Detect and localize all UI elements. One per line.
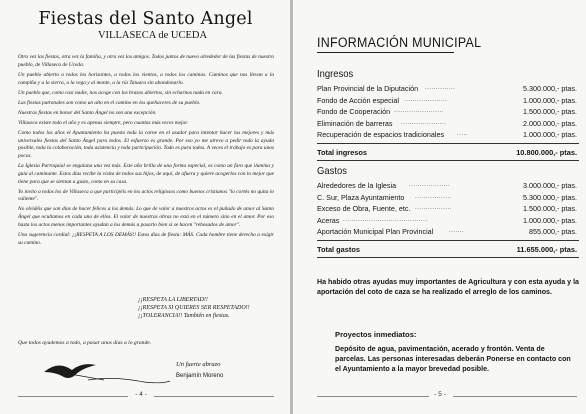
row-label: Fondo de Cooperación [317, 107, 391, 117]
table-row [317, 84, 577, 96]
row-label: Recuperación de espacios tradicionales [317, 130, 445, 140]
table-row [317, 96, 577, 108]
total-label: Total ingresos [317, 148, 367, 157]
paragraph: Yo invito a todos los de Villaseca a que participéis en los actos religiosos como buenos cristianos "lo cortés no quita lo valiente". [18, 188, 274, 203]
page-number: - 5 - [434, 391, 446, 398]
row-label: Plan Provincial de la Diputación [317, 84, 419, 93]
paragraph: No olvidéis que son días de hacer felices a los demás. Lo que de valor a nuestros actos es el puñado de amor al Santo Ángel que ocultamos en cada uno de ellos. El valor de nuestras obras no está en el número sino en el amor. Por eso hasta los actos menos importantes ayudan a los demás a pasarlo bien si se hacen "rebosados de amor". [18, 206, 274, 228]
page-subtitle: VILLASECA de UCEDA [97, 30, 208, 41]
leader-dots: ..................... [401, 119, 447, 126]
table-divider [317, 240, 579, 241]
table-divider [317, 143, 579, 144]
footer-rule [18, 396, 128, 397]
row-label: Eliminación de barreras [317, 118, 393, 128]
table-divider [317, 257, 579, 258]
table-row [317, 227, 577, 239]
page-footer [293, 391, 586, 401]
gastos-table [317, 181, 577, 239]
table-row [317, 216, 577, 228]
seagull-illustration [24, 350, 174, 390]
row-amount: 2.000.000,- ptas. [523, 118, 577, 128]
paragraph: Un pueblo abierto a todos los horizontes, a todos los vientos, a todos los caminos. Caminos que nos llevan a la campiña y a la sierra, a la vega y al monte, a la ría Tatuara sin abandonarlo. [18, 71, 274, 86]
leader-dots: ................. [415, 193, 452, 200]
leader-dots: ....... [449, 228, 465, 235]
paragraph: Una sugerencia cordial: ¡¡RESPETA A LOS DEMÁS!! Estos días de fiesta: MÁS. Cada hombre tiene derecho a exigir su camino. [18, 231, 274, 246]
row-label: Exceso de Obra, Fuente, etc. [317, 204, 411, 214]
gastos-total [317, 245, 577, 254]
leader-dots: .............. [425, 85, 456, 91]
page-number: - 4 - [135, 391, 147, 398]
section-title: INFORMACIÓN MUNICIPAL [317, 35, 482, 50]
closing-line: Que todos ayudemos a todo, a pasar unos días a lo grande. [18, 340, 152, 346]
paragraph: Las fiestas patronales son como un alto en el camino en los quehaceres de su pueblo. [18, 99, 201, 106]
total-label: Total gastos [317, 245, 360, 254]
ingresos-heading: Ingresos [317, 68, 354, 80]
footer-rule [154, 396, 274, 397]
slogan: ¡¡TOLERANCIA!! También en fiestas. [138, 313, 230, 320]
paragraph: Nuestras fiestas en honor del Santo Ángel no son una excepción. [18, 109, 157, 116]
row-amount: 3.000.000,- ptas. [523, 181, 577, 190]
table-row [317, 204, 577, 216]
row-amount: 1.000.000,- ptas. [523, 95, 577, 105]
row-amount: 855.000,- ptas. [529, 227, 577, 237]
table-row [317, 107, 577, 119]
row-label: C. Sur, Plaza Ayuntamiento [317, 192, 405, 202]
leader-dots: ................... [409, 182, 451, 188]
footer-rule [317, 396, 429, 397]
slogan: ¡¡RESPETA LA LIBERTAD!! [138, 297, 208, 303]
paragraph: Villaseca existe todo el año y es apenas siempre, pero cuantas más veces mejor. [18, 119, 189, 126]
ingresos-total [317, 148, 577, 157]
aid-note: Ha habido otras ayudas muy importantes de Agricultura y con esta ayuda y la aportación del coto de caza se ha realizado el arreglo de los caminos. [317, 278, 579, 297]
slogans [138, 296, 280, 321]
leader-dots: ..... [457, 131, 468, 138]
leader-dots: ....................................... [343, 216, 428, 223]
row-amount: 5.300.000,- ptas. [523, 84, 577, 93]
footer-rule [453, 396, 577, 397]
gastos-heading: Gastos [317, 165, 347, 177]
total-amount: 10.800.000,- ptas. [516, 148, 577, 157]
ingresos-table [317, 84, 577, 142]
leader-dots: ....................... [394, 108, 444, 115]
table-row [317, 119, 577, 131]
paragraph: Como todos los años el Ayuntamiento ha puesto toda la carne en el asador para intentar hacer las mejores y más universales fiestas del Santo Ángel para todos. El esfuerzo es grande. Por eso yo me atrevo a pedir toda la ayuda posible, toda la colaboración, toda asistencia y toda participación. Todo es para todos. A veces el trabajo es para unos pocos. [18, 129, 274, 160]
table-row [317, 193, 577, 205]
slogan: ¡¡RESPETA SI QUIERES SER RESPETADO!! [138, 305, 250, 312]
left-page [0, 0, 291, 414]
letter-body [18, 54, 274, 250]
row-amount: 1.500.000,- ptas. [523, 204, 577, 214]
table-row [317, 181, 577, 193]
row-amount: 1.500.000,- ptas. [523, 107, 577, 117]
paragraph: Un pueblo que, como casi nadie, nos acoge con los brazos abiertos, sin echarnos nada en cara. [18, 89, 223, 96]
signer-name: Benjamín Moreno [176, 373, 224, 379]
right-page [293, 0, 586, 414]
page-footer [0, 391, 291, 401]
row-amount: 5.300.000,- ptas. [523, 192, 577, 202]
table-row [317, 130, 577, 142]
signoff: Un fuerte abrazo [176, 361, 221, 368]
row-label: Alrededores de la Iglesia [317, 181, 397, 190]
row-amount: 1.000.000,- ptas. [523, 130, 577, 140]
row-label: Fondo de Acción especial [317, 95, 399, 105]
row-label: Aceras [317, 215, 340, 225]
page-title: Fiestas del Santo Angel [38, 9, 253, 29]
projects-text: Depósito de agua, pavimentación, acerado y frontón. Venta de parcelas. Las personas interesadas deberán Ponerse en contacto con el Ayuntamiento a la mayor brevedad posible. [335, 345, 571, 374]
paragraph: Otra vez las fiestas, otra vez la familia, y otra vez los amigos. Todos juntos de nuevo alrededor de las fiestas de nuestro pueblo, de Villaseca de Uceda. [18, 54, 274, 68]
table-divider [317, 160, 579, 161]
row-amount: 1.000.000,- ptas. [523, 215, 577, 225]
total-amount: 11.655.000,- ptas. [516, 245, 577, 254]
paragraph: La Iglesia Parroquial se engalana una vez más. Este año brilla de una forma especial, es como un faro que ilumina y guía al caminante. Estos días recibe la visita de todos sus hijos, de aquí, de afuera y quiere acogerlos con lo mejor que tiene para que se sientan a gusto, como en su casa. [18, 163, 274, 185]
row-label: Aportación Municipal Plan Provincial [317, 227, 434, 237]
leader-dots: ................. [415, 205, 452, 212]
leader-dots: .................... [404, 96, 448, 103]
title-underline [317, 52, 454, 53]
projects-heading: Proyectos inmediatos: [335, 330, 417, 339]
